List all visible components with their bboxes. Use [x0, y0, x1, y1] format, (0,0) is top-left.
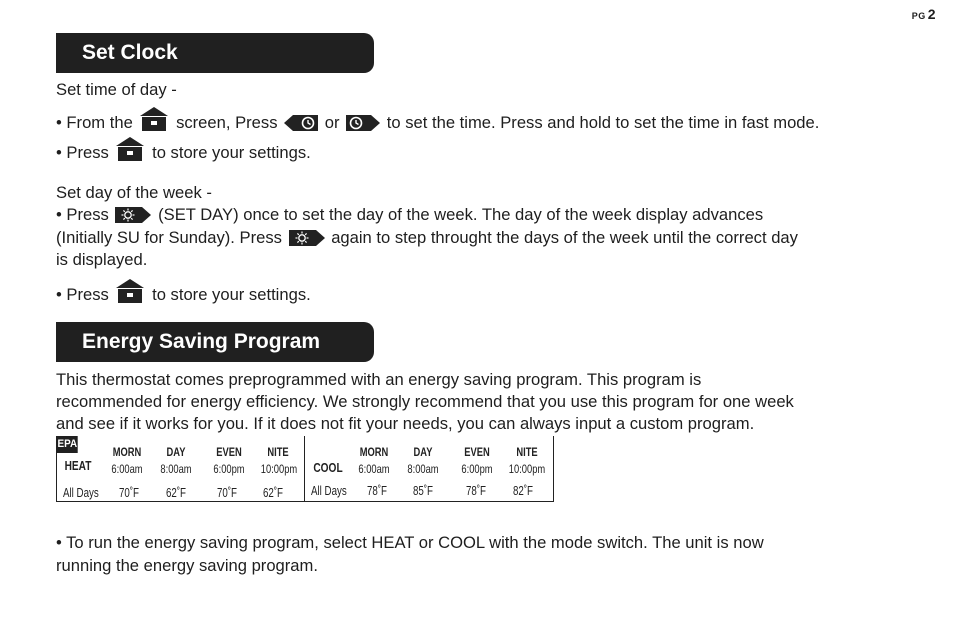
home-icon: [139, 107, 169, 137]
cool-temp-morn: 78˚F: [366, 484, 388, 498]
heat-mode-label: HEAT: [64, 458, 92, 473]
text-set-day-once: (SET DAY) once to set the day of the week. The day of the week display advances: [158, 205, 764, 224]
heat-days-label: All Days: [63, 486, 99, 500]
cool-period-day: DAY: [413, 445, 433, 459]
energy-saving-title: Energy Saving Program: [82, 330, 321, 353]
page-number-value: 2: [927, 6, 936, 22]
text-screen-press: screen, Press: [176, 113, 278, 132]
heat-time-nite: 10:00pm: [260, 462, 298, 476]
set-time-heading: Set time of day -: [56, 80, 177, 99]
cool-temp-even: 78˚F: [465, 484, 487, 498]
text-set-time-fast: to set the time. Press and hold to set the time in fast mode.: [386, 113, 820, 132]
set-time-instruction: [56, 107, 819, 137]
sun-day-icon: [289, 230, 325, 252]
text-step-through-days: again to step throught the days of the week until the correct day: [331, 228, 798, 247]
heat-time-even: 6:00pm: [213, 462, 245, 476]
heat-temp-morn: 70˚F: [118, 486, 140, 500]
clock-back-icon: [284, 115, 318, 137]
heat-time-day: 8:00am: [160, 462, 192, 476]
cool-temp-nite: 82˚F: [512, 484, 534, 498]
set-clock-header: [56, 33, 374, 73]
heat-period-even: EVEN: [216, 445, 242, 459]
energy-intro-line2: recommended for energy efficiency. We strongly recommend that you use this program for one week: [56, 392, 794, 411]
store-settings-instruction-2: [56, 279, 311, 309]
epa-program-table: [56, 436, 554, 502]
epa-badge: EPA: [57, 436, 78, 453]
heat-period-nite: NITE: [267, 445, 289, 459]
text-initially-su: (Initially SU for Sunday). Press: [56, 228, 282, 247]
clock-forward-icon: [346, 115, 380, 137]
set-day-instruction-line3: is displayed.: [56, 250, 148, 269]
cool-period-morn: MORN: [359, 445, 389, 459]
energy-saving-header: [56, 322, 374, 362]
heat-temp-nite: 62˚F: [262, 486, 284, 500]
cool-days-label: All Days: [311, 484, 347, 498]
cool-time-even: 6:00pm: [461, 462, 493, 476]
text-or: or: [324, 113, 340, 132]
heat-period-day: DAY: [166, 445, 186, 459]
cool-time-day: 8:00am: [407, 462, 439, 476]
cool-time-morn: 6:00am: [358, 462, 390, 476]
home-icon: [115, 137, 145, 167]
set-day-instruction-line2: [56, 227, 798, 252]
page-number: [912, 6, 936, 22]
store-settings-instruction-1: [56, 137, 311, 167]
cool-mode-label: COOL: [313, 460, 343, 475]
cool-period-nite: NITE: [516, 445, 538, 459]
text-store-settings: to store your settings.: [152, 143, 311, 162]
heat-time-morn: 6:00am: [111, 462, 143, 476]
run-program-line1: • To run the energy saving program, select HEAT or COOL with the mode switch. The unit is now: [56, 533, 764, 552]
energy-intro-line3: and see if it works for you. If it does not fit your needs, you can always input a custom program.: [56, 414, 755, 433]
set-day-instruction-line1: [56, 204, 763, 229]
sun-day-icon: [115, 207, 151, 229]
energy-intro-line1: This thermostat comes preprogrammed with an energy saving program. This program is: [56, 370, 702, 389]
text-store-settings: to store your settings.: [152, 285, 311, 304]
cool-period-even: EVEN: [464, 445, 490, 459]
run-program-line2: running the energy saving program.: [56, 556, 318, 575]
heat-period-morn: MORN: [112, 445, 142, 459]
page-number-label: PG: [911, 11, 926, 21]
heat-temp-day: 62˚F: [165, 486, 187, 500]
text-press: • Press: [56, 143, 109, 162]
text-press: • Press: [56, 205, 109, 224]
home-icon: [115, 279, 145, 309]
cool-temp-day: 85˚F: [412, 484, 434, 498]
heat-temp-even: 70˚F: [216, 486, 238, 500]
cool-time-nite: 10:00pm: [508, 462, 546, 476]
text-from-the: • From the: [56, 113, 133, 132]
table-divider: [304, 436, 305, 501]
set-day-heading: Set day of the week -: [56, 183, 212, 202]
text-press: • Press: [56, 285, 109, 304]
set-clock-title: Set Clock: [82, 41, 178, 64]
